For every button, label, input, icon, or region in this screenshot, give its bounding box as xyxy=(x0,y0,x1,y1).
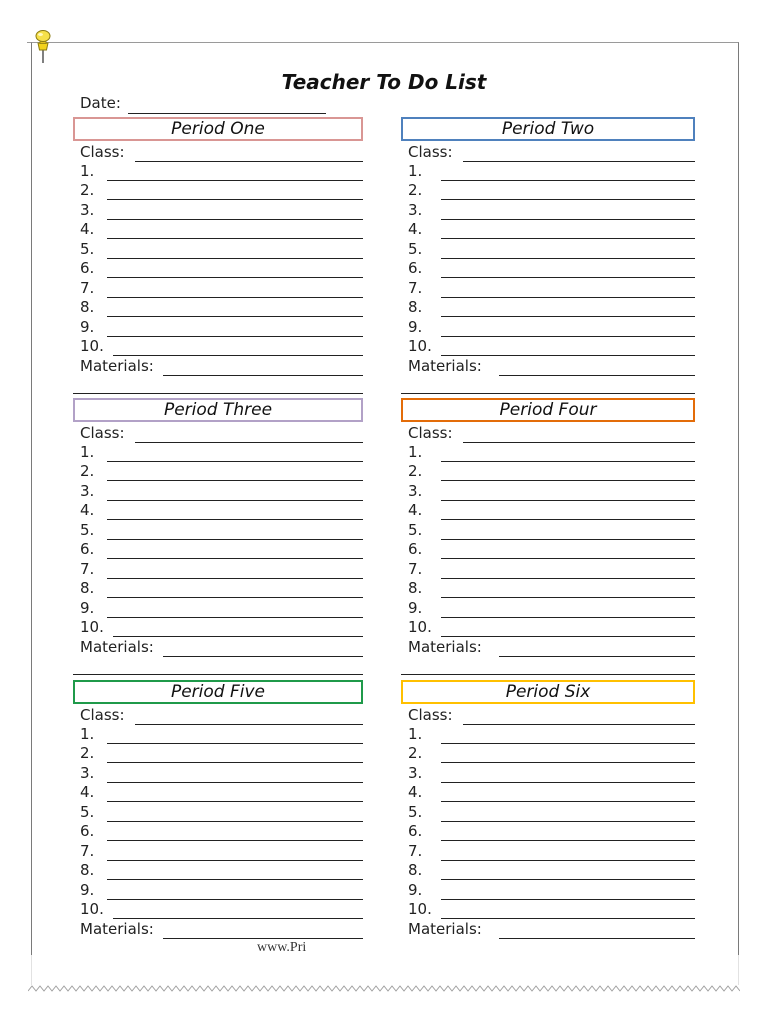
task-number: 4. xyxy=(408,501,423,519)
task-row xyxy=(80,579,363,598)
period-title-box xyxy=(73,117,363,141)
task-row xyxy=(408,599,695,618)
task-row xyxy=(80,842,363,861)
period-title: Period One xyxy=(171,119,265,139)
class-row xyxy=(408,706,695,725)
task-row xyxy=(408,462,695,481)
task-row xyxy=(408,298,695,317)
materials-row xyxy=(80,357,363,376)
period-section-3 xyxy=(73,398,363,678)
period-title: Period Three xyxy=(163,400,273,420)
class-label: Class: xyxy=(80,142,125,161)
task-row xyxy=(408,162,695,181)
torn-edge xyxy=(28,982,740,996)
task-row xyxy=(80,521,363,540)
task-number: 8. xyxy=(80,579,95,597)
task-row xyxy=(408,618,695,637)
period-section-6 xyxy=(401,680,695,960)
task-number: 4. xyxy=(408,783,423,801)
task-row xyxy=(408,318,695,337)
task-row xyxy=(408,881,695,900)
class-row xyxy=(80,706,363,725)
task-row xyxy=(408,540,695,559)
task-row xyxy=(80,881,363,900)
materials-row xyxy=(80,638,363,657)
task-number: 5. xyxy=(80,520,95,539)
class-row xyxy=(408,424,695,443)
period-title-box xyxy=(401,680,695,704)
task-row xyxy=(80,298,363,317)
period-section-5 xyxy=(73,680,363,960)
task-row xyxy=(80,482,363,501)
task-number: 5. xyxy=(408,239,423,258)
task-row xyxy=(80,540,363,559)
task-row xyxy=(80,744,363,763)
period-title-box xyxy=(73,680,363,704)
task-number: 9. xyxy=(408,880,423,899)
task-row xyxy=(408,579,695,598)
task-number: 1. xyxy=(80,724,95,743)
materials-label: Materials: xyxy=(80,919,154,938)
task-number: 9. xyxy=(80,317,95,336)
materials-line xyxy=(499,656,695,657)
class-row xyxy=(408,143,695,162)
class-label: Class: xyxy=(80,423,125,442)
task-row xyxy=(80,783,363,802)
materials-row xyxy=(408,357,695,376)
task-number: 6. xyxy=(408,259,423,277)
task-number: 6. xyxy=(80,540,95,558)
section-divider xyxy=(401,674,695,675)
period-section-2 xyxy=(401,117,695,397)
task-number: 5. xyxy=(408,802,423,821)
materials-line xyxy=(163,656,363,657)
task-row xyxy=(80,181,363,200)
period-section-4 xyxy=(401,398,695,678)
task-number: 3. xyxy=(80,200,95,219)
task-row xyxy=(80,318,363,337)
materials-label: Materials: xyxy=(408,356,482,375)
materials-row xyxy=(408,920,695,939)
task-number: 8. xyxy=(408,298,423,316)
materials-row xyxy=(80,920,363,939)
task-number: 9. xyxy=(80,598,95,617)
task-number: 8. xyxy=(80,298,95,316)
task-number: 6. xyxy=(80,259,95,277)
task-row xyxy=(408,725,695,744)
task-number: 9. xyxy=(408,317,423,336)
task-row xyxy=(408,560,695,579)
period-title-box xyxy=(73,398,363,422)
task-row xyxy=(80,822,363,841)
task-row xyxy=(408,279,695,298)
class-row xyxy=(80,143,363,162)
task-number: 7. xyxy=(80,278,95,297)
materials-line xyxy=(163,375,363,376)
period-title-box xyxy=(401,117,695,141)
materials-row xyxy=(408,638,695,657)
task-row xyxy=(80,201,363,220)
task-row xyxy=(408,842,695,861)
task-number: 7. xyxy=(408,841,423,860)
task-row xyxy=(80,861,363,880)
document-title: Teacher To Do List xyxy=(281,70,487,94)
task-number: 3. xyxy=(80,763,95,782)
task-number: 8. xyxy=(408,861,423,879)
task-number: 8. xyxy=(80,861,95,879)
task-number: 3. xyxy=(408,200,423,219)
task-row xyxy=(80,803,363,822)
section-divider xyxy=(73,674,363,675)
task-row xyxy=(80,725,363,744)
task-number: 7. xyxy=(408,278,423,297)
class-label: Class: xyxy=(80,705,125,724)
period-title: Period Six xyxy=(505,682,591,702)
section-divider xyxy=(401,393,695,394)
task-number: 2. xyxy=(408,744,423,762)
task-number: 3. xyxy=(408,481,423,500)
task-row xyxy=(408,259,695,278)
class-label: Class: xyxy=(408,142,453,161)
task-number: 5. xyxy=(80,239,95,258)
task-number: 6. xyxy=(80,822,95,840)
task-number: 7. xyxy=(80,841,95,860)
period-title-box xyxy=(401,398,695,422)
task-row xyxy=(80,560,363,579)
task-row xyxy=(408,900,695,919)
task-number: 10. xyxy=(408,618,432,636)
task-row xyxy=(408,803,695,822)
task-number: 2. xyxy=(408,181,423,199)
task-number: 6. xyxy=(408,822,423,840)
date-label: Date: xyxy=(80,94,121,112)
task-number: 7. xyxy=(408,559,423,578)
task-number: 10. xyxy=(80,900,104,918)
task-number: 4. xyxy=(80,501,95,519)
task-number: 4. xyxy=(408,220,423,238)
task-number: 5. xyxy=(80,802,95,821)
pushpin-icon xyxy=(31,29,55,65)
materials-label: Materials: xyxy=(80,356,154,375)
task-number: 9. xyxy=(80,880,95,899)
task-row xyxy=(408,764,695,783)
task-number: 1. xyxy=(80,442,95,461)
task-number: 7. xyxy=(80,559,95,578)
task-row xyxy=(80,462,363,481)
task-row xyxy=(408,521,695,540)
task-row xyxy=(80,240,363,259)
task-row xyxy=(80,162,363,181)
materials-label: Materials: xyxy=(408,919,482,938)
task-row xyxy=(80,599,363,618)
date-line xyxy=(128,113,326,114)
task-row xyxy=(80,279,363,298)
task-number: 2. xyxy=(80,181,95,199)
task-number: 10. xyxy=(408,337,432,355)
class-label: Class: xyxy=(408,423,453,442)
task-row xyxy=(80,220,363,239)
task-row xyxy=(80,337,363,356)
materials-line xyxy=(499,938,695,939)
period-title: Period Five xyxy=(170,682,266,702)
task-number: 2. xyxy=(80,744,95,762)
task-number: 6. xyxy=(408,540,423,558)
task-row xyxy=(408,337,695,356)
task-row xyxy=(408,220,695,239)
task-number: 1. xyxy=(408,724,423,743)
task-number: 9. xyxy=(408,598,423,617)
task-row xyxy=(408,744,695,763)
task-row xyxy=(408,783,695,802)
task-number: 3. xyxy=(80,481,95,500)
materials-line xyxy=(499,375,695,376)
task-number: 10. xyxy=(80,618,104,636)
task-row xyxy=(80,259,363,278)
task-row xyxy=(80,900,363,919)
task-number: 3. xyxy=(408,763,423,782)
class-label: Class: xyxy=(408,705,453,724)
period-title: Period Four xyxy=(499,400,597,420)
task-number: 4. xyxy=(80,783,95,801)
materials-label: Materials: xyxy=(408,637,482,656)
task-number: 10. xyxy=(408,900,432,918)
class-row xyxy=(80,424,363,443)
task-row xyxy=(408,181,695,200)
period-title: Period Two xyxy=(501,119,595,139)
task-row xyxy=(408,443,695,462)
task-number: 2. xyxy=(408,462,423,480)
task-number: 1. xyxy=(80,161,95,180)
materials-line xyxy=(163,938,363,939)
task-row xyxy=(80,501,363,520)
task-number: 8. xyxy=(408,579,423,597)
task-number: 5. xyxy=(408,520,423,539)
task-number: 2. xyxy=(80,462,95,480)
task-number: 1. xyxy=(408,161,423,180)
section-divider xyxy=(73,393,363,394)
task-number: 1. xyxy=(408,442,423,461)
task-row xyxy=(408,240,695,259)
task-row xyxy=(80,764,363,783)
task-row xyxy=(408,822,695,841)
materials-label: Materials: xyxy=(80,637,154,656)
task-number: 4. xyxy=(80,220,95,238)
task-row xyxy=(408,861,695,880)
task-row xyxy=(408,482,695,501)
task-row xyxy=(80,618,363,637)
task-row xyxy=(80,443,363,462)
period-section-1 xyxy=(73,117,363,397)
task-number: 10. xyxy=(80,337,104,355)
task-row xyxy=(408,201,695,220)
task-row xyxy=(408,501,695,520)
footer-url: www.Pri xyxy=(257,940,307,955)
